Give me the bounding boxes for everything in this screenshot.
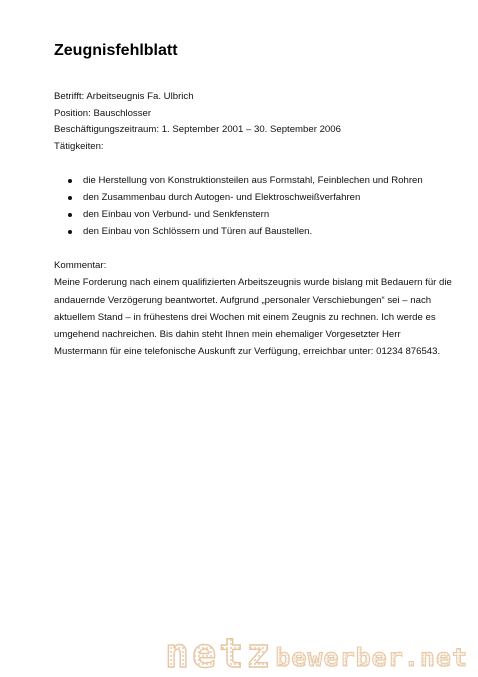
list-item — [68, 172, 423, 189]
duty-text: den Einbau von Schlössern und Türen auf Baustellen. — [83, 226, 313, 237]
duty-text: den Zusammenbau durch Autogen- und Elektroschweißverfahren — [83, 192, 361, 203]
duty-text: den Einbau von Verbund- und Senkfenstern — [83, 209, 270, 220]
comment-line: Meine Forderung nach einem qualifizierten Arbeitszeugnis wurde bislang mit Bedauern für die — [54, 277, 452, 289]
watermark-logo — [165, 631, 468, 677]
bullet-icon — [68, 179, 72, 183]
list-item — [68, 223, 423, 240]
comment-line: umgehend nachreichen. Bis dahin steht Ihnen mein ehemaliger Vorgesetzter Herr — [54, 329, 401, 341]
position-line: Position: Bauschlosser — [54, 107, 152, 119]
bullet-icon — [68, 230, 72, 234]
duties-list — [68, 172, 423, 240]
subject-line: Betrifft: Arbeitseugnis Fa. Ulbrich — [54, 91, 194, 102]
list-item — [68, 206, 423, 223]
list-item — [68, 189, 423, 206]
duty-text: die Herstellung von Konstruktionsteilen aus Formstahl, Feinblechen und Rohren — [83, 175, 423, 186]
comment-line: andauernde Verzögerung beantwortet. Aufgrund „personaler Verschiebungen“ sei – nach — [54, 294, 432, 306]
bullet-icon — [68, 213, 72, 217]
document-title: Zeugnisfehlblatt — [54, 42, 178, 59]
bullet-icon — [68, 196, 72, 200]
watermark-netz: netz — [165, 631, 274, 677]
comment-section — [54, 257, 464, 361]
employment-period-line: Beschäftigungszeitraum: 1. September 2001 – 30. September 2006 — [54, 124, 341, 136]
comment-label: Kommentar: — [54, 260, 107, 271]
document-meta — [54, 89, 341, 155]
comment-line: aktuellem Stand – in frühestens drei Wochen mit einem Zeugnis zu rechnen. Ich werde es — [54, 311, 436, 323]
watermark-bewerber: bewerber.net — [275, 643, 468, 672]
duties-heading: Tätigkeiten: — [54, 140, 104, 152]
comment-line: Mustermann für eine telefonische Auskunft zur Verfügung, erreichbar unter: 01234 876543. — [54, 346, 441, 358]
